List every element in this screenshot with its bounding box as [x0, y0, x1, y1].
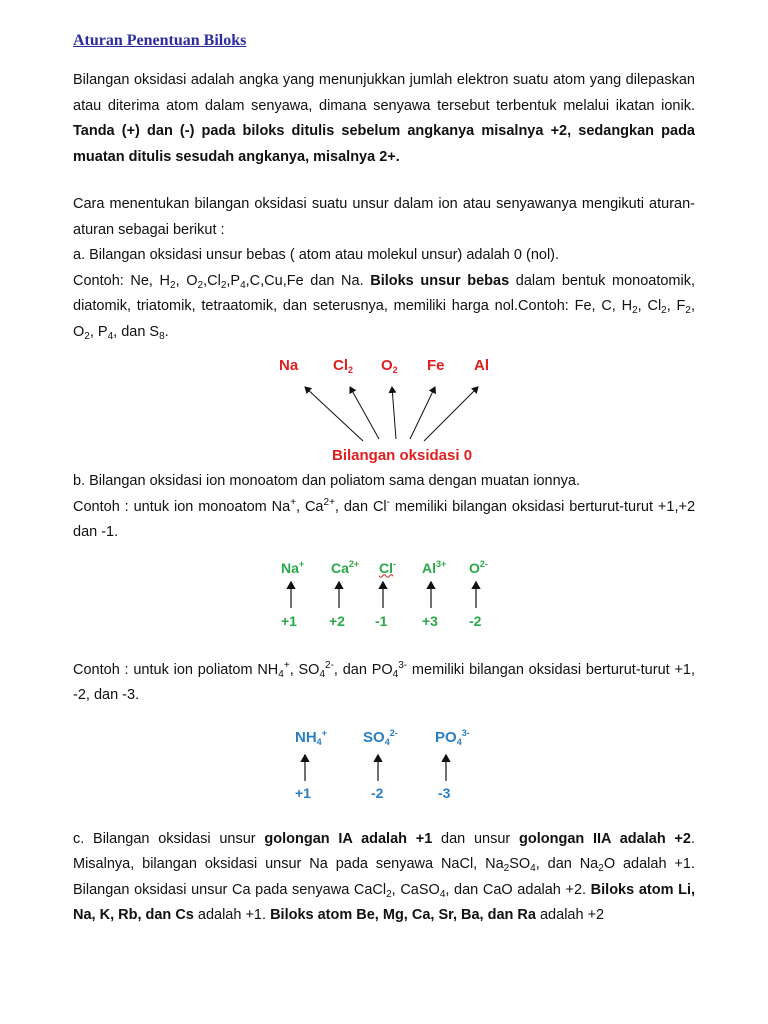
value-nh4: +1: [295, 784, 311, 801]
value-cl: -1: [375, 612, 388, 629]
figure1-caption: Bilangan oksidasi 0: [332, 447, 473, 464]
ion-so4: $SO_4^{2-}$: [363, 727, 398, 747]
ion-nh4: $NH_4^+$: [295, 727, 327, 747]
figure-monoatom-ions: [73, 554, 695, 658]
value-na: +1: [281, 612, 297, 629]
figure-free-elements: [73, 351, 695, 469]
rule-a-bold: Biloks unsur bebas: [370, 272, 510, 289]
intro-paragraph: [73, 68, 695, 170]
value-so4: -2: [371, 784, 384, 801]
element-fe: Fe: [427, 357, 445, 374]
ion-al: $Al^{3+}$: [422, 558, 447, 576]
ion-cl: Cl-: [379, 558, 396, 576]
rule-c-paragraph: c. Bilangan oksidasi unsur golongan IA adalah +1 dan unsur golongan IIA adalah +2. Misalnya, bilangan oksidasi unsur Na pada senyawa NaCl, $Na_2SO_4$, dan $Na_2O$ adalah +1. Bilangan oksidasi unsur Ca pada senyawa CaCl$_2$, CaSO$_4$, dan CaO adalah +2. Biloks atom Li, Na, K, Rb, dan Cs adalah +1. Biloks atom Be, Mg, Ca, Sr, Ba, dan Ra adalah +2: [73, 830, 695, 923]
rule-a-contoh: Contoh: Ne, $H_2$, $O_2,Cl_2,P_4,C,Cu,Fe$ dan Na. Biloks unsur bebas dalam bentuk monoatomik, diatomik, triatomik, tetraatomik, dan seterusnya, memiliki harga nol.Contoh: Fe, C, $H_2$, $Cl_2$, $F_2$, $O_2$, $P_4$, dan $S_8$.: [73, 272, 696, 342]
cara-paragraph: Cara menentukan bilangan oksidasi suatu unsur dalam ion atau senyawanya mengikuti aturan-aturan sebagai berikut :: [73, 196, 695, 238]
value-al: +3: [422, 612, 438, 629]
value-po4: -3: [438, 784, 451, 801]
intro-text: Bilangan oksidasi adalah angka yang menunjukkan jumlah elektron suatu atom yang dilepaskan atau diterima atom dalam senyawa, dimana senyawa tersebut terbentuk melalui ikatan ionik.: [73, 72, 695, 114]
arrows-figure2: [73, 554, 695, 658]
ion-o: $O^{2-}$: [469, 558, 488, 576]
page-title: Aturan Penentuan Biloks: [73, 32, 247, 49]
rule-b-contoh1: Contoh : untuk ion monoatom Na+, $Ca^{2+}$, dan Cl- memiliki bilangan oksidasi berturut-turut +1,+2 dan -1.: [73, 496, 696, 540]
ion-ca: $Ca^{2+}$: [331, 558, 360, 576]
intro-bold-text: Tanda (+) dan (-) pada biloks ditulis sebelum angkanya misalnya +2, sedangkan pada muatan ditulis sesudah angkanya, misalnya 2+.: [73, 123, 695, 165]
rule-a-line: a. Bilangan oksidasi unsur bebas ( atom atau molekul unsur) adalah 0 (nol).: [73, 247, 560, 263]
value-o: -2: [469, 612, 482, 629]
element-o2: $O_2$: [381, 357, 398, 375]
value-ca: +2: [329, 612, 345, 629]
document-page: [73, 32, 695, 929]
element-al: Al: [474, 357, 489, 374]
rule-b-contoh2: Contoh : untuk ion poliatom $NH_4^+$, $SO_4^{2-}$, dan $PO_4^{3-}$ memiliki bilangan oksidasi berturut-turut +1, -2, dan -3.: [73, 659, 696, 703]
rule-a-contoh-prefix: Contoh: Ne, H: [73, 272, 171, 289]
element-cl2: $Cl_2$: [333, 357, 354, 375]
figure-polyatom-ions: [73, 723, 695, 827]
ion-po4: $PO_4^{3-}$: [435, 727, 470, 747]
element-na: Na: [279, 357, 299, 374]
ion-na: Na+: [281, 558, 305, 576]
rule-a-rest: dalam bentuk monoatomik, diatomik, triatomik, tetraatomik, dan seterusnya, memiliki harga nol.Contoh: Fe, C, H: [73, 272, 696, 314]
arrows-figure3: [73, 723, 695, 827]
rule-b-line: b. Bilangan oksidasi ion monoatom dan poliatom sama dengan muatan ionnya.: [73, 473, 581, 489]
